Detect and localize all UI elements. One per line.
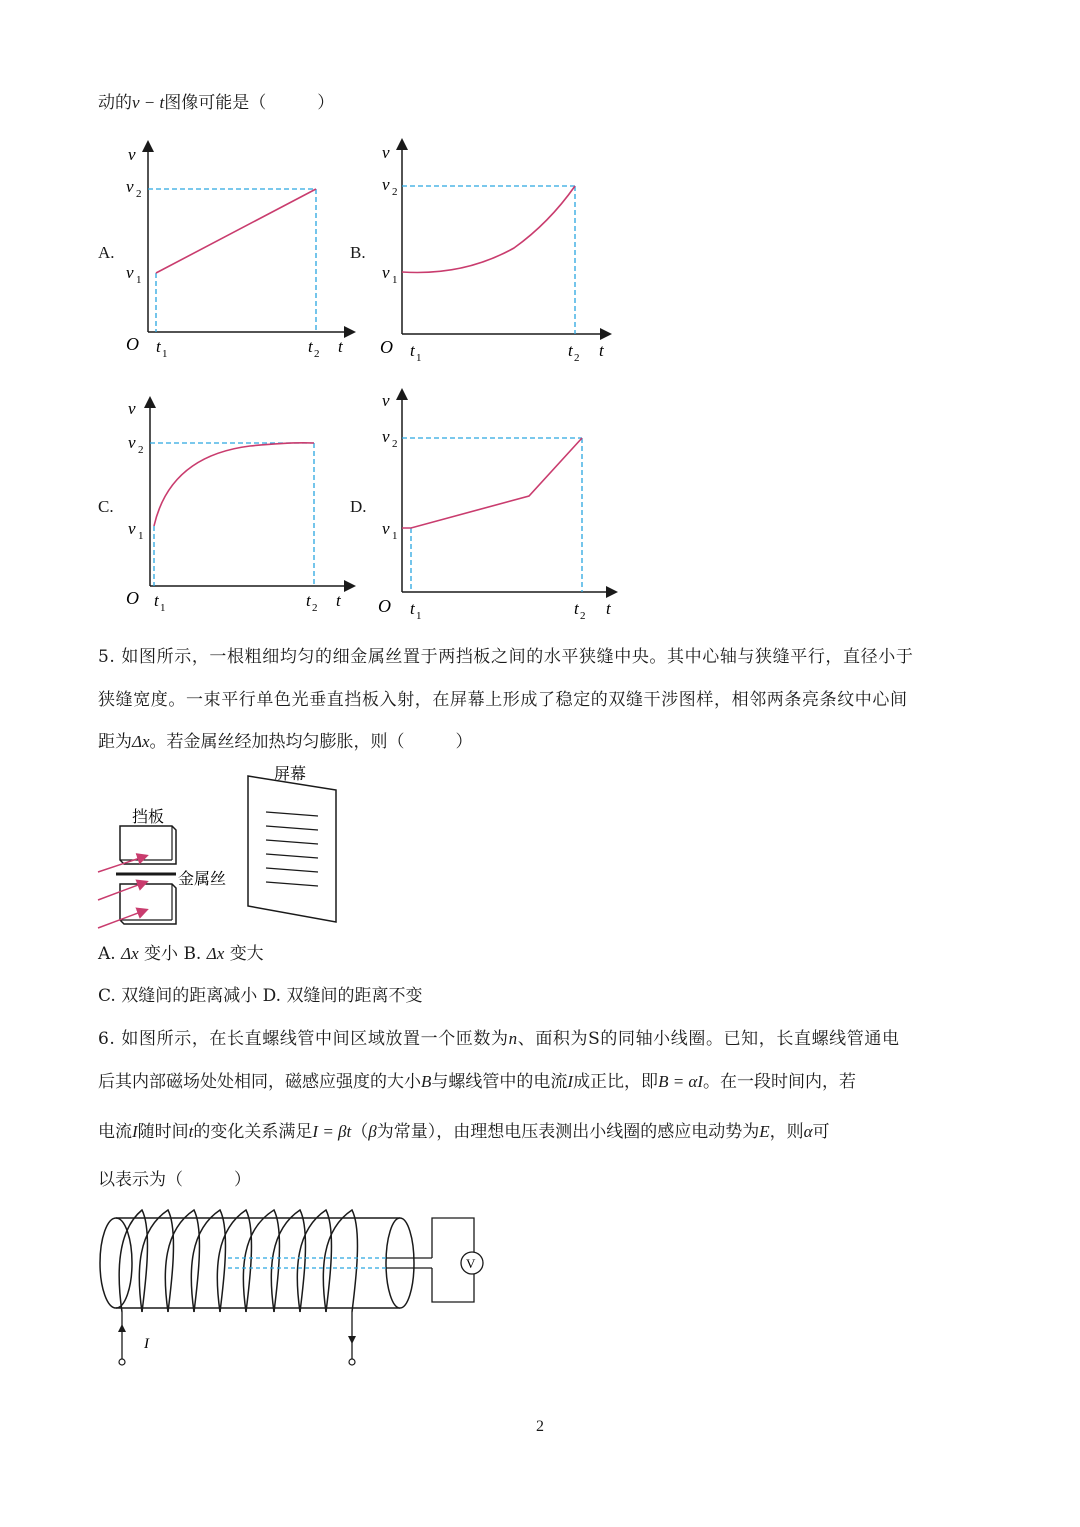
label-v1: v bbox=[128, 519, 136, 538]
q5-option-a-text: 变小 bbox=[144, 944, 179, 964]
label-origin: O bbox=[126, 588, 139, 608]
option-a-label: A. bbox=[98, 243, 115, 262]
q6-line-2: 后其内部磁场处处相同，磁感应强度的大小B与螺线管中的电流I成正比，即B = αI。在一段时间内，若 bbox=[98, 1072, 857, 1092]
q5-option-a-label: A. bbox=[98, 944, 116, 964]
q5-options-ab bbox=[98, 942, 264, 966]
label-t1-sub: 1 bbox=[416, 352, 422, 364]
vt-curve bbox=[402, 438, 582, 528]
vt-curve bbox=[156, 189, 316, 273]
q6-line-4: 以表示为（ ） bbox=[98, 1170, 251, 1190]
label-t2: t bbox=[308, 337, 313, 356]
baffle-label: 挡板 bbox=[132, 809, 165, 826]
q5-option-c: C. 双缝间的距离减小 bbox=[98, 986, 258, 1006]
label-t1-sub: 1 bbox=[160, 602, 166, 614]
q4-stem-pre: 动的 bbox=[98, 93, 132, 113]
label-t2: t bbox=[306, 591, 311, 610]
graph-b bbox=[374, 138, 614, 370]
option-b-label: B. bbox=[350, 243, 366, 262]
q5-line-2: 狭缝宽度。一束平行单色光垂直挡板入射，在屏幕上形成了稳定的双缝干涉图样，相邻两条亮条纹中心间 bbox=[98, 690, 908, 710]
screen bbox=[248, 776, 336, 922]
q5-line-1: 5. 如图所示，一根粗细均匀的细金属丝置于两挡板之间的水平狭缝中央。其中心轴与狭缝平行，直径小于 bbox=[98, 647, 914, 667]
q5-options-cd bbox=[98, 984, 422, 1008]
lower-baffle bbox=[120, 884, 176, 924]
label-t: t bbox=[606, 599, 611, 618]
label-v: v bbox=[382, 143, 390, 162]
label-t1-sub: 1 bbox=[162, 348, 168, 360]
page-number: 2 bbox=[536, 1418, 544, 1435]
label-v1-sub: 1 bbox=[138, 530, 144, 542]
q5-option-b-label: B. bbox=[183, 944, 202, 964]
screen-label: 屏幕 bbox=[274, 766, 307, 783]
label-v2-sub: 2 bbox=[136, 188, 142, 200]
label-t: t bbox=[599, 341, 604, 360]
label-v1-sub: 1 bbox=[392, 274, 398, 286]
label-v2-sub: 2 bbox=[392, 186, 398, 198]
label-v1-sub: 1 bbox=[392, 530, 398, 542]
q4-stem-post: 图像可能是（ ） bbox=[164, 93, 335, 113]
label-t2-sub: 2 bbox=[574, 352, 580, 364]
label-t1-sub: 1 bbox=[416, 610, 422, 622]
vt-curve bbox=[402, 186, 575, 273]
label-t1: t bbox=[156, 337, 161, 356]
label-v1: v bbox=[126, 263, 134, 282]
label-v2: v bbox=[382, 175, 390, 194]
label-t: t bbox=[338, 337, 343, 356]
label-t: t bbox=[336, 591, 341, 610]
graph-c bbox=[120, 396, 360, 618]
label-v2-sub: 2 bbox=[392, 438, 398, 450]
label-t1: t bbox=[410, 341, 415, 360]
q5-option-d: D. 双缝间的距离不变 bbox=[262, 986, 423, 1006]
label-v1-sub: 1 bbox=[136, 274, 142, 286]
label-t2-sub: 2 bbox=[312, 602, 318, 614]
solenoid-right-end bbox=[386, 1218, 414, 1308]
current-label: I bbox=[144, 1336, 149, 1352]
label-v2-sub: 2 bbox=[138, 444, 144, 456]
label-v2: v bbox=[128, 433, 136, 452]
voltmeter-label: V bbox=[466, 1256, 476, 1271]
label-origin: O bbox=[378, 596, 391, 616]
q5-line-3 bbox=[98, 730, 473, 754]
q5-option-b-text: 变大 bbox=[229, 944, 264, 964]
q5-line3-pre: 距为 bbox=[98, 732, 132, 752]
q5-line3-post: 。若金属丝经加热均匀膨胀，则（ ） bbox=[149, 732, 473, 752]
q6-line-1: 6. 如图所示，在长直螺线管中间区域放置一个匝数为n、面积为S的同轴小线圈。已知，长直螺线管通电 bbox=[98, 1029, 900, 1049]
solenoid-coil bbox=[119, 1210, 357, 1312]
q4-stem bbox=[98, 91, 334, 115]
graph-d bbox=[374, 388, 620, 628]
option-c-label: C. bbox=[98, 497, 114, 516]
upper-baffle bbox=[120, 826, 176, 864]
q5-delta-x: Δx bbox=[132, 732, 150, 751]
q6-line-3: 电流I随时间t的变化关系满足I = βt（β为常量），由理想电压表测出小线圈的感应电动势为E，则α可 bbox=[98, 1122, 830, 1142]
label-v: v bbox=[128, 145, 136, 164]
graph-a bbox=[120, 140, 360, 370]
label-t2-sub: 2 bbox=[314, 348, 320, 360]
label-origin: O bbox=[380, 337, 393, 357]
label-v2: v bbox=[382, 427, 390, 446]
q5-option-a-formula: Δx bbox=[121, 944, 139, 963]
q5-option-b-formula: Δx bbox=[206, 944, 225, 963]
label-v: v bbox=[382, 391, 390, 410]
double-slit-figure bbox=[96, 760, 346, 935]
label-v1: v bbox=[382, 519, 390, 538]
label-t2: t bbox=[574, 599, 579, 618]
q4-formula: v − t bbox=[132, 93, 165, 112]
label-t2: t bbox=[568, 341, 573, 360]
label-t1: t bbox=[410, 599, 415, 618]
label-v1: v bbox=[382, 263, 390, 282]
label-origin: O bbox=[126, 334, 139, 354]
label-t2-sub: 2 bbox=[580, 610, 586, 622]
label-t1: t bbox=[154, 591, 159, 610]
option-d-label: D. bbox=[350, 497, 367, 516]
label-v2: v bbox=[126, 177, 134, 196]
solenoid-figure bbox=[96, 1200, 496, 1370]
wire-label: 金属丝 bbox=[178, 871, 227, 888]
vt-curve bbox=[154, 443, 314, 526]
label-v: v bbox=[128, 399, 136, 418]
